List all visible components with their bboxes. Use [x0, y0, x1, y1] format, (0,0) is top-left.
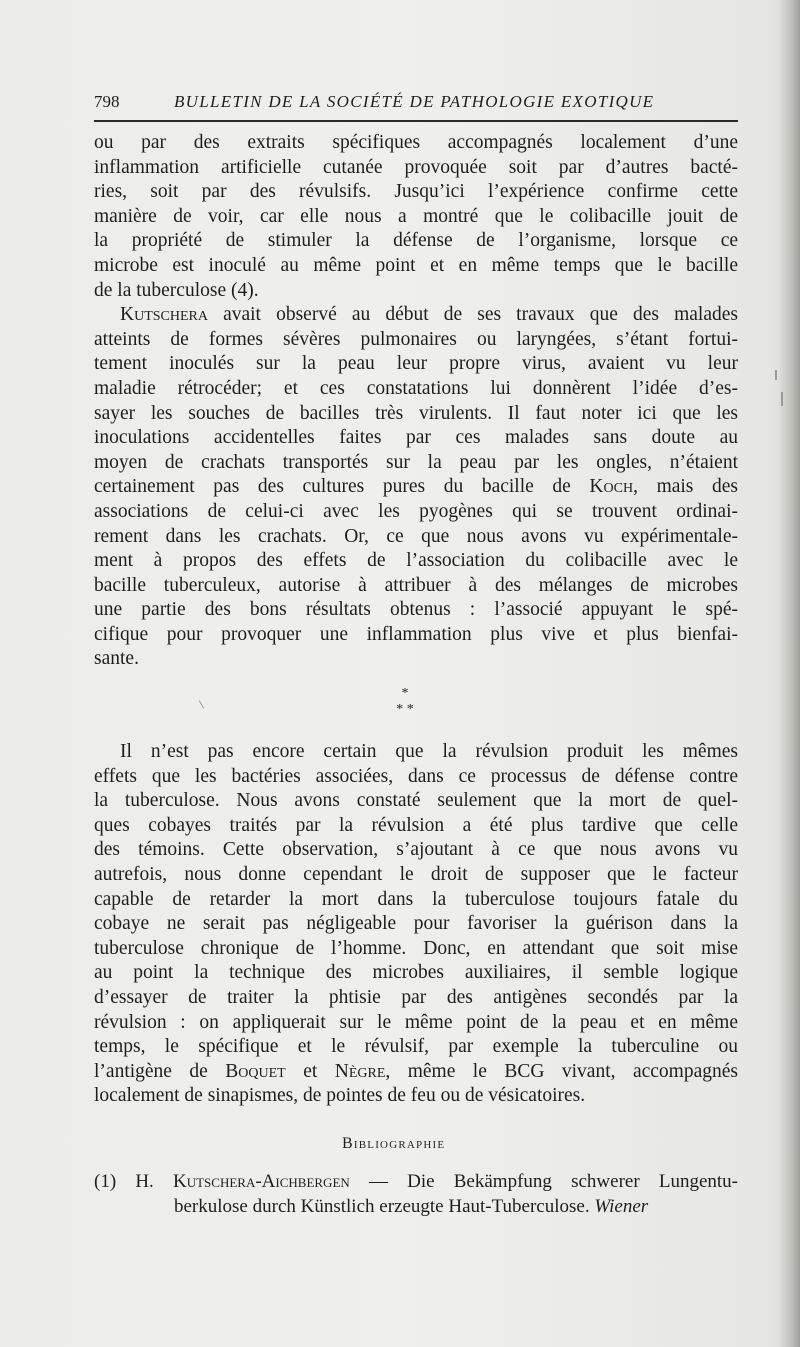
text-line: inflammation artificielle cutanée provoquée soit par d’autres bacté- [94, 156, 738, 178]
text-line: moyen de crachats transportés sur la peau par les ongles, n’étaient [94, 451, 738, 473]
text-line: sante. [94, 648, 139, 670]
body-text-upper [94, 131, 738, 672]
text-line: associations de celui-ci avec les pyogènes qui se trouvent ordinai- [94, 500, 738, 522]
text-line: localement de sinapismes, de pointes de feu ou de vésicatoires. [94, 1085, 586, 1107]
entry-journal-italic: Wiener [594, 1195, 649, 1217]
text-line: maladie rétrocéder; et ces constatations lui donnèrent l’idée d’es- [94, 377, 738, 399]
bibliography-list [94, 1170, 738, 1219]
scan-speck [781, 392, 783, 406]
separator-stars-bottom: * * [396, 702, 414, 717]
scan-speck [199, 700, 204, 708]
author-name-koch: Koch [589, 476, 634, 498]
bibliography-entry-line [94, 1170, 738, 1195]
text-line: des témoins. Cette observation, s’ajoutant à ce que nous avons vu [94, 839, 738, 861]
bibliography-heading: Bibliographie [342, 1135, 446, 1152]
running-header [94, 92, 656, 116]
text-line: cifique pour provoquer une inflammation plus vive et plus bienfai- [94, 623, 738, 645]
author-name-negre: Nègre [334, 1060, 386, 1082]
text-line: au point la technique des microbes auxiliaires, il semble logique [94, 962, 738, 984]
bibliography-entry-line [94, 1195, 738, 1220]
text-line: cobaye ne serait pas négligeable pour favoriser la guérison dans la [94, 913, 738, 935]
header-rule [94, 120, 738, 122]
text-line: tement inoculés sur la peau leur propre virus, avaient vu leur [94, 353, 738, 375]
entry-number: (1) H. [94, 1171, 173, 1192]
scan-speck [775, 370, 777, 380]
text-line: ment à propos des effets de l’association du colibacille avec le [94, 550, 738, 572]
text-fragment: , même le BCG vivant, accompagnés [385, 1060, 738, 1082]
text-line [94, 303, 738, 328]
text-line: inoculations accidentelles faites par ces malades sans doute au [94, 427, 738, 449]
separator-star-top: * [401, 686, 409, 701]
text-line [94, 1060, 738, 1085]
text-line: une partie des bons résultats obtenus : l’associé appuyant le spé- [94, 599, 738, 621]
entry-author: Kutschera-Aichbergen [173, 1171, 350, 1192]
text-line: manière de voir, car elle nous a montré que le colibacille jouit de [94, 205, 738, 227]
text-line: ou par des extraits spécifiques accompagnés localement d’une [94, 132, 738, 153]
text-line: la tuberculose. Nous avons constaté seulement que la mort de quel- [94, 790, 738, 812]
text-line: la propriété de stimuler la défense de l’organisme, lorsque ce [94, 230, 738, 252]
body-text-lower [94, 740, 738, 1109]
text-line: ques cobayes traités par la révulsion a été plus tardive que celle [94, 814, 738, 836]
section-separator [380, 686, 430, 726]
author-name-kutschera: Kutschera [120, 304, 208, 326]
text-line: révulsion : on appliquerait sur le même point de la peau et en même [94, 1011, 738, 1033]
text-line: tuberculose chronique de l’homme. Donc, en attendant que soit mise [94, 937, 738, 959]
journal-title: BULLETIN DE LA SOCIÉTÉ DE PATHOLOGIE EXOTIQUE [174, 92, 655, 111]
text-fragment: certainement pas des cultures pures du bacille de [94, 476, 590, 498]
text-fragment: et [285, 1060, 335, 1082]
text-line: autrefois, nous donne cependant le droit de supposer que le facteur [94, 863, 738, 885]
text-line: atteints de formes sévères pulmonaires ou laryngées, s’étant fortui- [94, 328, 738, 350]
text-line: temps, le spécifique et le révulsif, par exemple la tuberculine ou [94, 1036, 738, 1058]
text-line: sayer les souches de bacilles très virulents. Il faut noter ici que les [94, 402, 738, 424]
text-line: Il n’est pas encore certain que la révulsion produit les mêmes [120, 741, 738, 762]
page-edge-shadow [778, 0, 800, 1347]
author-name-boquet: Boquet [225, 1060, 286, 1082]
text-fragment: avait observé au début de ses travaux que des malades [207, 304, 738, 326]
text-line: capable de retarder la mort dans la tuberculose toujours fatale du [94, 888, 738, 910]
text-line: effets que les bactéries associées, dans ce processus de défense contre [94, 765, 738, 787]
text-line: ries, soit par des révulsifs. Jusqu’ici l’expérience confirme cette [94, 181, 738, 203]
text-line: d’essayer de traiter la phtisie par des antigènes secondés par la [94, 986, 738, 1008]
text-line [94, 475, 738, 500]
text-fragment: berkulose durch Künstlich erzeugte Haut-Tuberculose. [174, 1195, 595, 1217]
text-line: de la tuberculose (4). [94, 279, 259, 301]
page-number: 798 [94, 92, 120, 111]
text-line: rement dans les crachats. Or, ce que nous avons vu expérimentale- [94, 525, 738, 547]
text-line: bacille tuberculeux, autorise à attribuer à des mélanges de microbes [94, 574, 738, 596]
text-fragment: l’antigène de [94, 1060, 226, 1082]
text-fragment: — Die Bekämpfung schwerer Lungentu- [349, 1171, 738, 1192]
text-fragment: , mais des [633, 476, 738, 498]
text-line: microbe est inoculé au même point et en même temps que le bacille [94, 254, 738, 276]
